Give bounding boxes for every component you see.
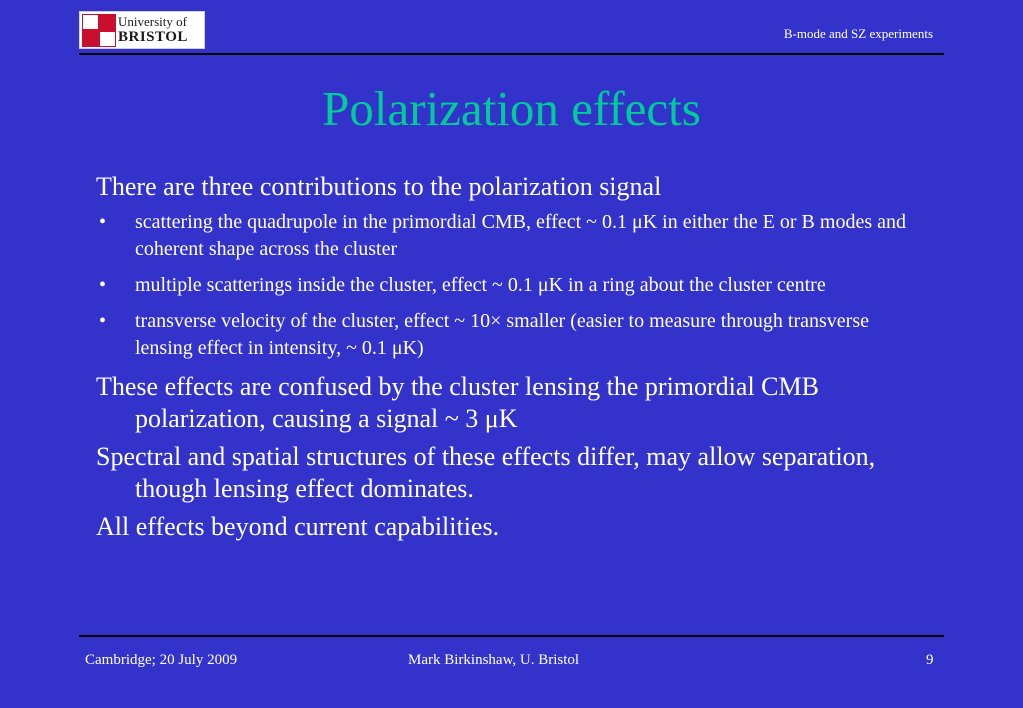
intro-paragraph: There are three contributions to the polarization signal: [96, 172, 662, 201]
crest-icon: [82, 14, 116, 47]
page-number: 9: [926, 652, 934, 668]
logo-text: [118, 15, 188, 45]
bullet-text: transverse velocity of the cluster, effect ~ 10× smaller (easier to measure through transverse lensing effect in intensity, ~ 0.1 μK): [135, 310, 869, 359]
bullet-item: [96, 272, 926, 299]
header-divider: [79, 53, 944, 55]
bullet-text: multiple scatterings inside the cluster, effect ~ 0.1 μK in a ring about the cluster centre: [135, 274, 826, 296]
bullet-item: [96, 209, 926, 263]
bullet-text: scattering the quadrupole in the primordial CMB, effect ~ 0.1 μK in either the E or B modes and coherent shape across the cluster: [135, 211, 906, 260]
logo-line-1: University of: [118, 14, 187, 29]
footer-event: Cambridge; 20 July 2009: [85, 652, 238, 668]
slide-body: [96, 171, 926, 549]
body-paragraph: Spectral and spatial structures of these effects differ, may allow separation, though lensing effect dominates.: [96, 442, 876, 503]
body-paragraph: These effects are confused by the cluster lensing the primordial CMB polarization, causing a signal ~ 3 μK: [96, 372, 819, 433]
logo-line-2: BRISTOL: [118, 29, 188, 45]
slide-title: Polarization effects: [322, 81, 701, 136]
bullet-item: [96, 308, 926, 362]
bullet-icon: •: [99, 211, 107, 233]
footer-divider: [79, 635, 944, 637]
bullet-icon: •: [99, 310, 107, 332]
footer-author: Mark Birkinshaw, U. Bristol: [408, 652, 580, 668]
university-logo: [79, 11, 205, 49]
body-paragraph: All effects beyond current capabilities.: [96, 512, 500, 541]
bullet-icon: •: [99, 274, 107, 296]
header-subtitle: B-mode and SZ experiments: [783, 26, 933, 41]
